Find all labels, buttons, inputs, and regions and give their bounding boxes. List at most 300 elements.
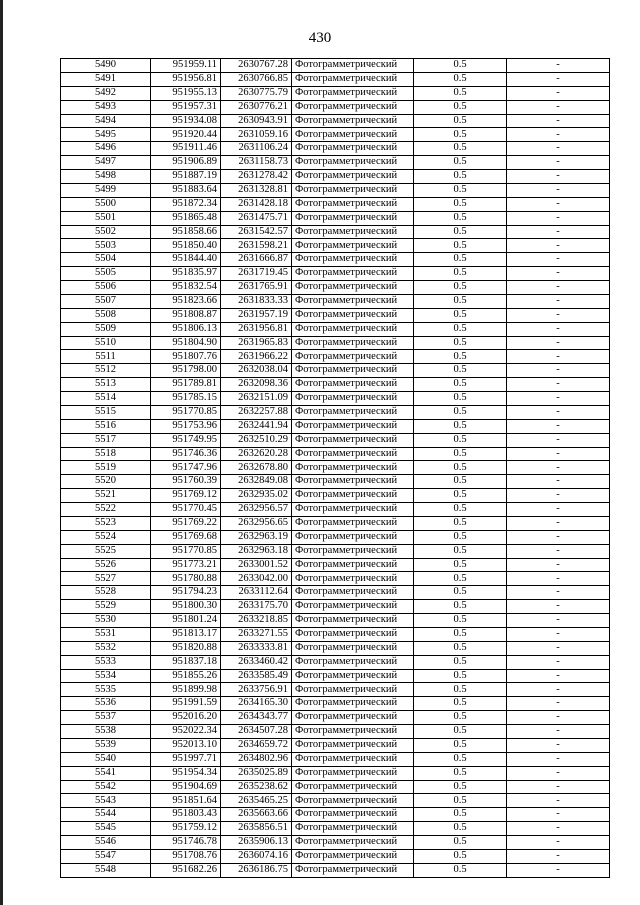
y-coordinate-cell: 2630766.85 (221, 72, 292, 86)
x-coordinate-cell: 951934.08 (151, 114, 221, 128)
precision-cell: 0.5 (414, 308, 507, 322)
y-coordinate-cell: 2635238.62 (221, 780, 292, 794)
table-row (61, 336, 610, 350)
y-coordinate-cell: 2635906.13 (221, 836, 292, 850)
method-cell: Фотограмметрический (292, 780, 414, 794)
point-number-cell: 5504 (61, 253, 151, 267)
x-coordinate-cell: 951759.12 (151, 822, 221, 836)
precision-cell: 0.5 (414, 225, 507, 239)
x-coordinate-cell: 951769.68 (151, 530, 221, 544)
method-cell: Фотограмметрический (292, 822, 414, 836)
y-coordinate-cell: 2630943.91 (221, 114, 292, 128)
x-coordinate-cell: 951911.46 (151, 142, 221, 156)
precision-cell: 0.5 (414, 530, 507, 544)
note-cell: - (507, 253, 610, 267)
y-coordinate-cell: 2631428.18 (221, 197, 292, 211)
note-cell: - (507, 683, 610, 697)
method-cell: Фотограмметрический (292, 433, 414, 447)
table-row (61, 586, 610, 600)
y-coordinate-cell: 2631598.21 (221, 239, 292, 253)
method-cell: Фотограмметрический (292, 308, 414, 322)
table-row (61, 447, 610, 461)
y-coordinate-cell: 2631106.24 (221, 142, 292, 156)
precision-cell: 0.5 (414, 364, 507, 378)
precision-cell: 0.5 (414, 86, 507, 100)
point-number-cell: 5547 (61, 849, 151, 863)
table-row (61, 530, 610, 544)
table-row (61, 627, 610, 641)
y-coordinate-cell: 2633585.49 (221, 669, 292, 683)
x-coordinate-cell: 951760.39 (151, 475, 221, 489)
note-cell: - (507, 267, 610, 281)
x-coordinate-cell: 951769.22 (151, 516, 221, 530)
precision-cell: 0.5 (414, 267, 507, 281)
note-cell: - (507, 697, 610, 711)
point-number-cell: 5530 (61, 614, 151, 628)
x-coordinate-cell: 951956.81 (151, 72, 221, 86)
table-row (61, 489, 610, 503)
table-row (61, 86, 610, 100)
precision-cell: 0.5 (414, 489, 507, 503)
precision-cell: 0.5 (414, 72, 507, 86)
point-number-cell: 5540 (61, 752, 151, 766)
y-coordinate-cell: 2635025.89 (221, 766, 292, 780)
note-cell: - (507, 752, 610, 766)
point-number-cell: 5502 (61, 225, 151, 239)
table-row (61, 170, 610, 184)
y-coordinate-cell: 2632441.94 (221, 419, 292, 433)
x-coordinate-cell: 951807.76 (151, 350, 221, 364)
point-number-cell: 5533 (61, 655, 151, 669)
method-cell: Фотограмметрический (292, 863, 414, 877)
method-cell: Фотограмметрический (292, 503, 414, 517)
note-cell: - (507, 405, 610, 419)
point-number-cell: 5496 (61, 142, 151, 156)
note-cell: - (507, 558, 610, 572)
y-coordinate-cell: 2634165.30 (221, 697, 292, 711)
note-cell: - (507, 600, 610, 614)
y-coordinate-cell: 2633756.91 (221, 683, 292, 697)
x-coordinate-cell: 951899.98 (151, 683, 221, 697)
point-number-cell: 5546 (61, 836, 151, 850)
precision-cell: 0.5 (414, 600, 507, 614)
table-row (61, 794, 610, 808)
y-coordinate-cell: 2632510.29 (221, 433, 292, 447)
x-coordinate-cell: 951906.89 (151, 156, 221, 170)
point-number-cell: 5544 (61, 808, 151, 822)
precision-cell: 0.5 (414, 544, 507, 558)
table-row (61, 364, 610, 378)
precision-cell: 0.5 (414, 322, 507, 336)
point-number-cell: 5513 (61, 378, 151, 392)
table-row (61, 197, 610, 211)
point-number-cell: 5523 (61, 516, 151, 530)
precision-cell: 0.5 (414, 170, 507, 184)
point-number-cell: 5545 (61, 822, 151, 836)
y-coordinate-cell: 2630776.21 (221, 100, 292, 114)
x-coordinate-cell: 951770.85 (151, 544, 221, 558)
precision-cell: 0.5 (414, 669, 507, 683)
method-cell: Фотограмметрический (292, 738, 414, 752)
precision-cell: 0.5 (414, 253, 507, 267)
table-row (61, 544, 610, 558)
y-coordinate-cell: 2630767.28 (221, 59, 292, 73)
y-coordinate-cell: 2631965.83 (221, 336, 292, 350)
precision-cell: 0.5 (414, 572, 507, 586)
note-cell: - (507, 725, 610, 739)
point-number-cell: 5492 (61, 86, 151, 100)
point-number-cell: 5508 (61, 308, 151, 322)
table-row (61, 766, 610, 780)
precision-cell: 0.5 (414, 614, 507, 628)
point-number-cell: 5509 (61, 322, 151, 336)
point-number-cell: 5495 (61, 128, 151, 142)
method-cell: Фотограмметрический (292, 350, 414, 364)
y-coordinate-cell: 2633460.42 (221, 655, 292, 669)
method-cell: Фотограмметрический (292, 72, 414, 86)
point-number-cell: 5498 (61, 170, 151, 184)
note-cell: - (507, 197, 610, 211)
method-cell: Фотограмметрический (292, 197, 414, 211)
x-coordinate-cell: 951920.44 (151, 128, 221, 142)
note-cell: - (507, 281, 610, 295)
table-row (61, 350, 610, 364)
x-coordinate-cell: 951851.64 (151, 794, 221, 808)
precision-cell: 0.5 (414, 156, 507, 170)
point-number-cell: 5539 (61, 738, 151, 752)
precision-cell: 0.5 (414, 211, 507, 225)
method-cell: Фотограмметрический (292, 627, 414, 641)
table-row (61, 433, 610, 447)
note-cell: - (507, 614, 610, 628)
precision-cell: 0.5 (414, 294, 507, 308)
x-coordinate-cell: 951850.40 (151, 239, 221, 253)
table-body (61, 59, 610, 878)
precision-cell: 0.5 (414, 128, 507, 142)
table-row (61, 322, 610, 336)
note-cell: - (507, 156, 610, 170)
x-coordinate-cell: 951769.12 (151, 489, 221, 503)
note-cell: - (507, 641, 610, 655)
precision-cell: 0.5 (414, 405, 507, 419)
note-cell: - (507, 350, 610, 364)
table-row (61, 725, 610, 739)
y-coordinate-cell: 2631328.81 (221, 183, 292, 197)
y-coordinate-cell: 2632935.02 (221, 489, 292, 503)
method-cell: Фотограмметрический (292, 558, 414, 572)
precision-cell: 0.5 (414, 239, 507, 253)
precision-cell: 0.5 (414, 183, 507, 197)
method-cell: Фотограмметрический (292, 461, 414, 475)
method-cell: Фотограмметрический (292, 156, 414, 170)
note-cell: - (507, 142, 610, 156)
method-cell: Фотограмметрический (292, 614, 414, 628)
table-row (61, 822, 610, 836)
point-number-cell: 5493 (61, 100, 151, 114)
method-cell: Фотограмметрический (292, 725, 414, 739)
method-cell: Фотограмметрический (292, 808, 414, 822)
point-number-cell: 5497 (61, 156, 151, 170)
method-cell: Фотограмметрический (292, 544, 414, 558)
x-coordinate-cell: 951808.87 (151, 308, 221, 322)
table-row (61, 600, 610, 614)
point-number-cell: 5515 (61, 405, 151, 419)
note-cell: - (507, 322, 610, 336)
precision-cell: 0.5 (414, 281, 507, 295)
method-cell: Фотограмметрический (292, 170, 414, 184)
precision-cell: 0.5 (414, 641, 507, 655)
note-cell: - (507, 794, 610, 808)
x-coordinate-cell: 951682.26 (151, 863, 221, 877)
y-coordinate-cell: 2631956.81 (221, 322, 292, 336)
point-number-cell: 5541 (61, 766, 151, 780)
y-coordinate-cell: 2634343.77 (221, 711, 292, 725)
point-number-cell: 5490 (61, 59, 151, 73)
precision-cell: 0.5 (414, 794, 507, 808)
x-coordinate-cell: 952016.20 (151, 711, 221, 725)
table-row (61, 808, 610, 822)
note-cell: - (507, 211, 610, 225)
x-coordinate-cell: 951789.81 (151, 378, 221, 392)
table-row (61, 558, 610, 572)
x-coordinate-cell: 951806.13 (151, 322, 221, 336)
precision-cell: 0.5 (414, 419, 507, 433)
note-cell: - (507, 128, 610, 142)
precision-cell: 0.5 (414, 863, 507, 877)
table-row (61, 780, 610, 794)
method-cell: Фотограмметрический (292, 392, 414, 406)
y-coordinate-cell: 2632678.80 (221, 461, 292, 475)
point-number-cell: 5536 (61, 697, 151, 711)
x-coordinate-cell: 951823.66 (151, 294, 221, 308)
note-cell: - (507, 59, 610, 73)
x-coordinate-cell: 951749.95 (151, 433, 221, 447)
table-row (61, 267, 610, 281)
point-number-cell: 5524 (61, 530, 151, 544)
precision-cell: 0.5 (414, 683, 507, 697)
point-number-cell: 5506 (61, 281, 151, 295)
x-coordinate-cell: 951872.34 (151, 197, 221, 211)
note-cell: - (507, 516, 610, 530)
x-coordinate-cell: 951780.88 (151, 572, 221, 586)
method-cell: Фотограмметрический (292, 267, 414, 281)
y-coordinate-cell: 2635465.25 (221, 794, 292, 808)
table-row (61, 641, 610, 655)
table-row (61, 281, 610, 295)
y-coordinate-cell: 2633175.70 (221, 600, 292, 614)
precision-cell: 0.5 (414, 738, 507, 752)
note-cell: - (507, 378, 610, 392)
point-number-cell: 5521 (61, 489, 151, 503)
x-coordinate-cell: 951837.18 (151, 655, 221, 669)
precision-cell: 0.5 (414, 780, 507, 794)
method-cell: Фотограмметрический (292, 516, 414, 530)
page-number: 430 (308, 30, 332, 46)
point-number-cell: 5514 (61, 392, 151, 406)
table-row (61, 308, 610, 322)
precision-cell: 0.5 (414, 725, 507, 739)
table-row (61, 253, 610, 267)
table-row (61, 863, 610, 877)
precision-cell: 0.5 (414, 392, 507, 406)
precision-cell: 0.5 (414, 808, 507, 822)
table-row (61, 711, 610, 725)
y-coordinate-cell: 2630775.79 (221, 86, 292, 100)
point-number-cell: 5501 (61, 211, 151, 225)
precision-cell: 0.5 (414, 447, 507, 461)
table-row (61, 836, 610, 850)
table-row (61, 100, 610, 114)
precision-cell: 0.5 (414, 586, 507, 600)
note-cell: - (507, 86, 610, 100)
method-cell: Фотограмметрический (292, 836, 414, 850)
table-row (61, 142, 610, 156)
point-number-cell: 5503 (61, 239, 151, 253)
note-cell: - (507, 433, 610, 447)
point-number-cell: 5529 (61, 600, 151, 614)
table-row (61, 572, 610, 586)
method-cell: Фотограмметрический (292, 59, 414, 73)
point-number-cell: 5511 (61, 350, 151, 364)
x-coordinate-cell: 951832.54 (151, 281, 221, 295)
method-cell: Фотограмметрический (292, 794, 414, 808)
note-cell: - (507, 836, 610, 850)
y-coordinate-cell: 2636074.16 (221, 849, 292, 863)
precision-cell: 0.5 (414, 350, 507, 364)
method-cell: Фотограмметрический (292, 142, 414, 156)
precision-cell: 0.5 (414, 100, 507, 114)
method-cell: Фотограмметрический (292, 600, 414, 614)
note-cell: - (507, 392, 610, 406)
note-cell: - (507, 711, 610, 725)
note-cell: - (507, 225, 610, 239)
method-cell: Фотограмметрический (292, 225, 414, 239)
coordinates-table (60, 58, 610, 878)
method-cell: Фотограмметрический (292, 253, 414, 267)
y-coordinate-cell: 2632963.19 (221, 530, 292, 544)
x-coordinate-cell: 951820.88 (151, 641, 221, 655)
point-number-cell: 5548 (61, 863, 151, 877)
y-coordinate-cell: 2635856.51 (221, 822, 292, 836)
x-coordinate-cell: 952022.34 (151, 725, 221, 739)
y-coordinate-cell: 2634507.28 (221, 725, 292, 739)
precision-cell: 0.5 (414, 503, 507, 517)
y-coordinate-cell: 2632151.09 (221, 392, 292, 406)
table-row (61, 475, 610, 489)
precision-cell: 0.5 (414, 516, 507, 530)
x-coordinate-cell: 951753.96 (151, 419, 221, 433)
point-number-cell: 5516 (61, 419, 151, 433)
x-coordinate-cell: 951813.17 (151, 627, 221, 641)
method-cell: Фотограмметрический (292, 752, 414, 766)
y-coordinate-cell: 2632956.57 (221, 503, 292, 517)
method-cell: Фотограмметрический (292, 655, 414, 669)
table-row (61, 239, 610, 253)
y-coordinate-cell: 2632620.28 (221, 447, 292, 461)
point-number-cell: 5525 (61, 544, 151, 558)
point-number-cell: 5542 (61, 780, 151, 794)
note-cell: - (507, 489, 610, 503)
x-coordinate-cell: 951773.21 (151, 558, 221, 572)
table-row (61, 378, 610, 392)
method-cell: Фотограмметрический (292, 405, 414, 419)
table-row (61, 128, 610, 142)
point-number-cell: 5522 (61, 503, 151, 517)
note-cell: - (507, 586, 610, 600)
table-row (61, 72, 610, 86)
method-cell: Фотограмметрический (292, 475, 414, 489)
method-cell: Фотограмметрический (292, 419, 414, 433)
point-number-cell: 5531 (61, 627, 151, 641)
note-cell: - (507, 780, 610, 794)
precision-cell: 0.5 (414, 558, 507, 572)
table-row (61, 419, 610, 433)
y-coordinate-cell: 2632956.65 (221, 516, 292, 530)
y-coordinate-cell: 2633218.85 (221, 614, 292, 628)
x-coordinate-cell: 951991.59 (151, 697, 221, 711)
point-number-cell: 5543 (61, 794, 151, 808)
table-row (61, 697, 610, 711)
note-cell: - (507, 100, 610, 114)
x-coordinate-cell: 951747.96 (151, 461, 221, 475)
method-cell: Фотограмметрический (292, 86, 414, 100)
x-coordinate-cell: 951865.48 (151, 211, 221, 225)
method-cell: Фотограмметрический (292, 336, 414, 350)
note-cell: - (507, 308, 610, 322)
point-number-cell: 5507 (61, 294, 151, 308)
point-number-cell: 5519 (61, 461, 151, 475)
x-coordinate-cell: 951804.90 (151, 336, 221, 350)
precision-cell: 0.5 (414, 822, 507, 836)
table-row (61, 516, 610, 530)
note-cell: - (507, 655, 610, 669)
x-coordinate-cell: 951770.45 (151, 503, 221, 517)
y-coordinate-cell: 2632963.18 (221, 544, 292, 558)
method-cell: Фотограмметрический (292, 586, 414, 600)
method-cell: Фотограмметрический (292, 211, 414, 225)
precision-cell: 0.5 (414, 836, 507, 850)
note-cell: - (507, 183, 610, 197)
method-cell: Фотограмметрический (292, 281, 414, 295)
y-coordinate-cell: 2631278.42 (221, 170, 292, 184)
precision-cell: 0.5 (414, 655, 507, 669)
y-coordinate-cell: 2634802.96 (221, 752, 292, 766)
method-cell: Фотограмметрический (292, 572, 414, 586)
point-number-cell: 5535 (61, 683, 151, 697)
method-cell: Фотограмметрический (292, 364, 414, 378)
method-cell: Фотограмметрический (292, 683, 414, 697)
precision-cell: 0.5 (414, 114, 507, 128)
table-row (61, 405, 610, 419)
x-coordinate-cell: 951904.69 (151, 780, 221, 794)
y-coordinate-cell: 2634659.72 (221, 738, 292, 752)
note-cell: - (507, 766, 610, 780)
method-cell: Фотограмметрический (292, 128, 414, 142)
x-coordinate-cell: 951887.19 (151, 170, 221, 184)
table-row (61, 655, 610, 669)
precision-cell: 0.5 (414, 59, 507, 73)
x-coordinate-cell: 951798.00 (151, 364, 221, 378)
y-coordinate-cell: 2631542.57 (221, 225, 292, 239)
scan-left-edge (0, 0, 3, 905)
y-coordinate-cell: 2631475.71 (221, 211, 292, 225)
method-cell: Фотограмметрический (292, 711, 414, 725)
table-row (61, 183, 610, 197)
precision-cell: 0.5 (414, 336, 507, 350)
note-cell: - (507, 503, 610, 517)
x-coordinate-cell: 951957.31 (151, 100, 221, 114)
table-row (61, 683, 610, 697)
